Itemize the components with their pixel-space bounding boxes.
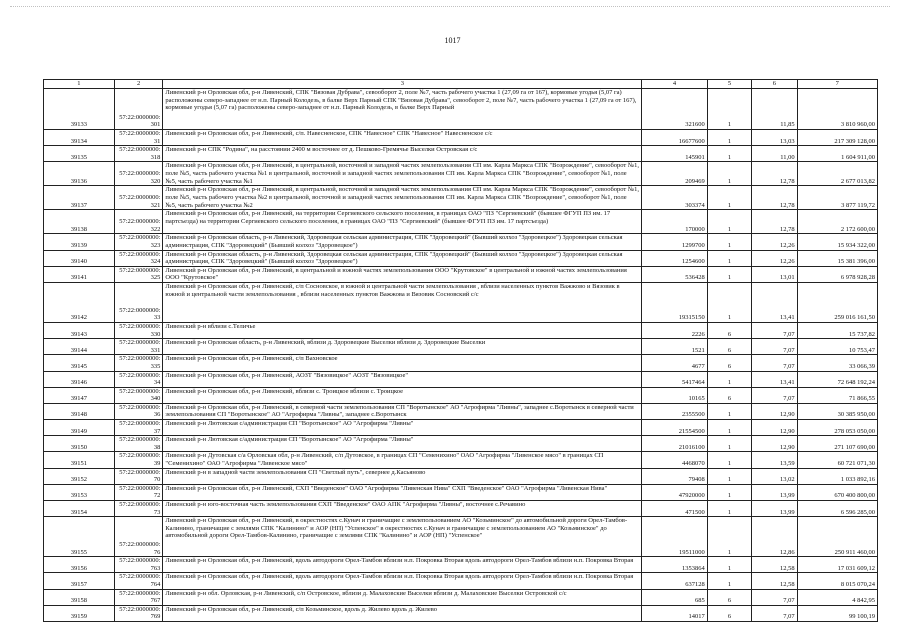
cadastral-value-cell: 33 066,39 xyxy=(797,355,877,371)
description-cell: Ливенский р-н Орловская обл, р-н Ливенский, в центральной, восточной и западной частях землепользования СП им. Карла Маркса СПК "Возрождение", севооборот №1, поле №5, часть рабочего участка №2 в центральной, восточной и западной частях землепользования СП им. Карла Маркса СПК "Возрождение", севооборот №1, поле №5, часть рабочего участка №2 xyxy=(163,186,642,210)
table-row xyxy=(44,339,878,355)
area-cell: 19511000 xyxy=(642,517,708,557)
row-number-cell: 39155 xyxy=(44,517,115,557)
table-row xyxy=(44,468,878,484)
category-code-cell: 1 xyxy=(707,468,751,484)
description-cell: Ливенский р-н Орловская обл, р-н Ливенский, СПК "Вязовая Дубрава", севооборот 2, поле №7, часть рабочего участка 1 (27,09 га от 167), кормовые угодья (5,07 га) расположены северо-западнее от н.п. Парный Колодезь, в балке Верх Парный СПК "Вязовая Дубрава", севооборот 2, поле №7, часть рабочего участка 1 (27,09 га от 167), кормовые угодья (5,07 га) расположены северо-западнее от н.п. Парный Колодезь, в балке Верх Парный xyxy=(163,89,642,130)
category-code-cell: 1 xyxy=(707,484,751,500)
row-number-cell: 39157 xyxy=(44,573,115,589)
row-number-cell: 39145 xyxy=(44,355,115,371)
specific-value-cell: 13,41 xyxy=(752,282,797,322)
cadastral-number-cell: 57:22:0000000:323 xyxy=(114,234,163,250)
cadastral-number-cell: 57:22:0000000:70 xyxy=(114,468,163,484)
cadastral-number-cell: 57:22:0000000:331 xyxy=(114,339,163,355)
description-cell: Ливенский р-н Орловская обл, р-н Ливенский, с/п Сосновское, в южной и центральной части землепользования , вблизи населенных пунктов Важжово и Вязовик в южной и центральной части землепользования , вблизи населенных пунктов Важжова и Вязовик Сосновский с/с xyxy=(163,282,642,322)
category-code-cell: 1 xyxy=(707,210,751,234)
cadastral-value-cell: 8 015 070,24 xyxy=(797,573,877,589)
cadastral-value-cell: 60 721 071,30 xyxy=(797,452,877,468)
description-cell: Ливенский р-н Орловская область, р-н Ливенский, Здоровецкая сельская администрация, СПК "Здоровецкий" (Бывший колхоз "Здоровецкое") Здоровецкая сельская администрация, СПК "Здоровецкий" (Бывший колхоз "Здоровецкое") xyxy=(163,250,642,266)
row-number-cell: 39144 xyxy=(44,339,115,355)
area-cell: 145901 xyxy=(642,146,708,162)
description-cell: Ливенский р-н Орловская обл, р-н Ливенский, АОЗТ "Вязовицкое" АОЗТ "Вязовицкое" xyxy=(163,371,642,387)
cadastral-value-cell: 670 400 800,00 xyxy=(797,484,877,500)
table-row xyxy=(44,162,878,186)
cadastral-value-cell: 3 877 119,72 xyxy=(797,186,877,210)
description-cell: Ливенский р-н вблизи с.Теличье xyxy=(163,322,642,338)
cadastral-number-cell: 57:22:0000000:763 xyxy=(114,557,163,573)
table-row xyxy=(44,452,878,468)
area-cell: 79408 xyxy=(642,468,708,484)
row-number-cell: 39141 xyxy=(44,266,115,282)
specific-value-cell: 12,78 xyxy=(752,162,797,186)
category-code-cell: 1 xyxy=(707,186,751,210)
table-row xyxy=(44,282,878,322)
table-row xyxy=(44,387,878,403)
row-number-cell: 39140 xyxy=(44,250,115,266)
description-cell: Ливенский р-н Орловская обл, р-н Ливенский, с/п. Навесненское, СПК "Навесное" СПК "Навесное" Навесненское с/с xyxy=(163,130,642,146)
table-row xyxy=(44,355,878,371)
cadastral-number-cell: 57:22:0000000:764 xyxy=(114,573,163,589)
category-code-cell: 1 xyxy=(707,371,751,387)
cadastral-number-cell: 57:22:0000000:324 xyxy=(114,250,163,266)
column-header: 2 xyxy=(114,80,163,89)
category-code-cell: 1 xyxy=(707,234,751,250)
table-row xyxy=(44,605,878,621)
column-header: 4 xyxy=(642,80,708,89)
specific-value-cell: 12,78 xyxy=(752,210,797,234)
specific-value-cell: 13,41 xyxy=(752,371,797,387)
land-registry-table xyxy=(43,79,878,622)
description-cell: Ливенский р-н Орловская область, р-н Ливенский, вблизи д. Здоровецкие Выселки вблизи д. Здоровецкие Выселки xyxy=(163,339,642,355)
area-cell: 19315150 xyxy=(642,282,708,322)
table-row xyxy=(44,589,878,605)
description-cell: Ливенский р-н Орловская обл, р-н Ливенский, вблизи с. Троицкое вблизи с. Троицкое xyxy=(163,387,642,403)
description-cell: Ливенский р-н юго-восточная часть землепользования СХП "Введенское" ОАО АПК "Агрофирма "Ливны", восточнее с.Речавино xyxy=(163,501,642,517)
row-number-cell: 39142 xyxy=(44,282,115,322)
table-row xyxy=(44,250,878,266)
cadastral-number-cell: 57:22:0000000:39 xyxy=(114,452,163,468)
cadastral-value-cell: 30 385 950,00 xyxy=(797,403,877,419)
category-code-cell: 1 xyxy=(707,436,751,452)
specific-value-cell: 13,01 xyxy=(752,266,797,282)
cadastral-value-cell: 71 866,55 xyxy=(797,387,877,403)
area-cell: 21016100 xyxy=(642,436,708,452)
category-code-cell: 1 xyxy=(707,266,751,282)
cadastral-value-cell: 2 677 013,82 xyxy=(797,162,877,186)
cadastral-number-cell: 57:22:0000000:38 xyxy=(114,436,163,452)
row-number-cell: 39159 xyxy=(44,605,115,621)
cadastral-value-cell: 6 978 928,28 xyxy=(797,266,877,282)
category-code-cell: 1 xyxy=(707,282,751,322)
cadastral-value-cell: 3 810 960,00 xyxy=(797,89,877,130)
cadastral-value-cell: 271 107 690,00 xyxy=(797,436,877,452)
column-header: 5 xyxy=(707,80,751,89)
specific-value-cell: 7,07 xyxy=(752,589,797,605)
row-number-cell: 39156 xyxy=(44,557,115,573)
table-row xyxy=(44,371,878,387)
specific-value-cell: 12,78 xyxy=(752,186,797,210)
specific-value-cell: 13,03 xyxy=(752,130,797,146)
cadastral-number-cell: 57:22:0000000:73 xyxy=(114,501,163,517)
area-cell: 16677600 xyxy=(642,130,708,146)
area-cell: 5417464 xyxy=(642,371,708,387)
row-number-cell: 39135 xyxy=(44,146,115,162)
table-row xyxy=(44,557,878,573)
specific-value-cell: 12,58 xyxy=(752,557,797,573)
specific-value-cell: 13,99 xyxy=(752,501,797,517)
table-row xyxy=(44,322,878,338)
description-cell: Ливенский р-н Орловская обл, р-н Ливенский, вдоль автодороги Орел-Тамбов вблизи н.п. Покровка Вторая вдоль автодороги Орел-Тамбов вблизи н.п. Покровка Вторая xyxy=(163,573,642,589)
category-code-cell: 1 xyxy=(707,557,751,573)
row-number-cell: 39137 xyxy=(44,186,115,210)
cadastral-number-cell: 57:22:0000000:340 xyxy=(114,387,163,403)
specific-value-cell: 7,07 xyxy=(752,322,797,338)
area-cell: 14017 xyxy=(642,605,708,621)
row-number-cell: 39149 xyxy=(44,420,115,436)
table-body xyxy=(44,80,878,622)
column-header: 6 xyxy=(752,80,797,89)
category-code-cell: 6 xyxy=(707,339,751,355)
table-row xyxy=(44,436,878,452)
cadastral-number-cell: 57:22:0000000:36 xyxy=(114,403,163,419)
cadastral-value-cell: 99 100,19 xyxy=(797,605,877,621)
description-cell: Ливенский р-н Орловская обл, р-н Ливенский, в северной части землепользования СП "Воротынское" АО "Агрофирма "Ливны", западнее с.Воротынск в северной части землепользования СП "Воротынское" АО "Агрофирма "Ливны", западнее с.Воротынск xyxy=(163,403,642,419)
area-cell: 2226 xyxy=(642,322,708,338)
row-number-cell: 39158 xyxy=(44,589,115,605)
area-cell: 1521 xyxy=(642,339,708,355)
category-code-cell: 6 xyxy=(707,605,751,621)
cadastral-number-cell: 57:22:0000000:72 xyxy=(114,484,163,500)
cadastral-value-cell: 1 604 911,00 xyxy=(797,146,877,162)
column-number-header xyxy=(44,80,878,89)
area-cell: 1254600 xyxy=(642,250,708,266)
cadastral-value-cell: 1 033 892,16 xyxy=(797,468,877,484)
row-number-cell: 39138 xyxy=(44,210,115,234)
cadastral-number-cell: 57:22:0000000:31 xyxy=(114,130,163,146)
cadastral-number-cell: 57:22:0000000:335 xyxy=(114,355,163,371)
description-cell: Ливенский р-н Орловская обл, р-н Ливенский, с/п Козьминское, вдоль д. Жилево вдоль д. Жилево xyxy=(163,605,642,621)
column-header: 7 xyxy=(797,80,877,89)
row-number-cell: 39154 xyxy=(44,501,115,517)
table-row xyxy=(44,146,878,162)
area-cell: 685 xyxy=(642,589,708,605)
cadastral-value-cell: 259 016 161,50 xyxy=(797,282,877,322)
area-cell: 321600 xyxy=(642,89,708,130)
area-cell: 303374 xyxy=(642,186,708,210)
specific-value-cell: 11,00 xyxy=(752,146,797,162)
cadastral-value-cell: 15 737,82 xyxy=(797,322,877,338)
specific-value-cell: 7,07 xyxy=(752,387,797,403)
table-row xyxy=(44,186,878,210)
row-number-cell: 39143 xyxy=(44,322,115,338)
row-number-cell: 39151 xyxy=(44,452,115,468)
table-row xyxy=(44,501,878,517)
description-cell: Ливенский р-н Орловская обл, р-н Ливенский, в центральной, восточной и западной частях землепользования СП им. Карла Маркса СПК "Возрождение", севооборот №1, поле №5, часть рабочего участка №1 в центральной, восточной и западной частях землепользования СП им. Карла Маркса СПК "Возрождение", севооборот №1, поле №5, часть рабочего участка №1 xyxy=(163,162,642,186)
description-cell: Ливенский р-н Лютовская с/администрация СП "Воротынское" АО "Агрофирма "Ливны" xyxy=(163,436,642,452)
cadastral-number-cell: 57:22:0000000:767 xyxy=(114,589,163,605)
cadastral-number-cell: 57:22:0000000:34 xyxy=(114,371,163,387)
description-cell: Ливенский р-н Дутовская с/а Орловская обл, р-н Ливенский, с/п Дутовское, в границах СП "Семенихино" ОАО "Агрофирма "Ливенское мясо" в границах СП "Семенихино" ОАО "Агрофирма "Ливенское мясо" xyxy=(163,452,642,468)
area-cell: 1299700 xyxy=(642,234,708,250)
cadastral-number-cell: 57:22:0000000:37 xyxy=(114,420,163,436)
cadastral-value-cell: 6 596 285,00 xyxy=(797,501,877,517)
category-code-cell: 1 xyxy=(707,403,751,419)
area-cell: 170000 xyxy=(642,210,708,234)
row-number-cell: 39146 xyxy=(44,371,115,387)
description-cell: Ливенский р-н в западной части землепользования СП "Светлый путь", севернее д.Касьяново xyxy=(163,468,642,484)
row-number-cell: 39147 xyxy=(44,387,115,403)
scan-artifact-line xyxy=(10,6,890,13)
category-code-cell: 6 xyxy=(707,387,751,403)
cadastral-number-cell: 57:22:0000000:321 xyxy=(114,186,163,210)
description-cell: Ливенский р-н обл. Орловская, р-н Ливенский, с/п Островское, вблизи д. Малаховские Выселки вблизи д. Малаховские Выселки Островской с/с xyxy=(163,589,642,605)
cadastral-number-cell: 57:22:0000000:33 xyxy=(114,282,163,322)
category-code-cell: 1 xyxy=(707,250,751,266)
category-code-cell: 1 xyxy=(707,501,751,517)
table-row xyxy=(44,130,878,146)
cadastral-value-cell: 2 172 600,00 xyxy=(797,210,877,234)
category-code-cell: 6 xyxy=(707,355,751,371)
specific-value-cell: 12,58 xyxy=(752,573,797,589)
specific-value-cell: 13,02 xyxy=(752,468,797,484)
cadastral-value-cell: 15 381 396,00 xyxy=(797,250,877,266)
table-row xyxy=(44,573,878,589)
specific-value-cell: 12,90 xyxy=(752,436,797,452)
specific-value-cell: 7,07 xyxy=(752,339,797,355)
description-cell: Ливенский р-н Орловская обл, р-н Ливенский, вдоль автодороги Орел-Тамбов вблизи н.п. Покровка Вторая вдоль автодороги Орел-Тамбов вблизи н.п. Покровка Вторая xyxy=(163,557,642,573)
description-cell: Ливенский р-н Лютовская с/администрация СП "Воротынское" АО "Агрофирма "Ливны" xyxy=(163,420,642,436)
specific-value-cell: 12,90 xyxy=(752,420,797,436)
table-row xyxy=(44,517,878,557)
table-row xyxy=(44,484,878,500)
description-cell: Ливенский р-н Орловская область, р-н Ливенский, Здоровецкая сельская администрация, СПК "Здоровецкий" (Бывший колхоз "Здоровецкое") Здоровецкая сельская администрация, СПК "Здоровецкий" (Бывший колхоз "Здоровецкое") xyxy=(163,234,642,250)
description-cell: Ливенский р-н СПК "Родина", на расстоянии 2400 м восточнее от д. Пешково-Гремячье Выселки Островская с/с xyxy=(163,146,642,162)
row-number-cell: 39136 xyxy=(44,162,115,186)
area-cell: 47920000 xyxy=(642,484,708,500)
specific-value-cell: 12,26 xyxy=(752,250,797,266)
specific-value-cell: 13,99 xyxy=(752,484,797,500)
area-cell: 209469 xyxy=(642,162,708,186)
cadastral-value-cell: 217 309 128,00 xyxy=(797,130,877,146)
category-code-cell: 1 xyxy=(707,452,751,468)
specific-value-cell: 12,90 xyxy=(752,403,797,419)
cadastral-number-cell: 57:22:0000000:301 xyxy=(114,89,163,130)
table-row xyxy=(44,420,878,436)
area-cell: 4468070 xyxy=(642,452,708,468)
table-row xyxy=(44,403,878,419)
category-code-cell: 6 xyxy=(707,589,751,605)
area-cell: 10165 xyxy=(642,387,708,403)
category-code-cell: 6 xyxy=(707,322,751,338)
area-cell: 471500 xyxy=(642,501,708,517)
table-row xyxy=(44,210,878,234)
cadastral-number-cell: 57:22:0000000:325 xyxy=(114,266,163,282)
cadastral-value-cell: 10 753,47 xyxy=(797,339,877,355)
cadastral-number-cell: 57:22:0000000:769 xyxy=(114,605,163,621)
specific-value-cell: 13,59 xyxy=(752,452,797,468)
cadastral-number-cell: 57:22:0000000:320 xyxy=(114,162,163,186)
specific-value-cell: 11,85 xyxy=(752,89,797,130)
area-cell: 637128 xyxy=(642,573,708,589)
area-cell: 21554500 xyxy=(642,420,708,436)
cadastral-number-cell: 57:22:0000000:318 xyxy=(114,146,163,162)
description-cell: Ливенский р-н Орловская обл, р-н Ливенский, СХП "Введенское" ОАО "Агрофирма "Ливенская Нива" СХП "Введенское" ОАО "Агрофирма "Ливенская Нива" xyxy=(163,484,642,500)
category-code-cell: 1 xyxy=(707,573,751,589)
specific-value-cell: 7,07 xyxy=(752,605,797,621)
cadastral-value-cell: 15 934 322,00 xyxy=(797,234,877,250)
cadastral-value-cell: 17 031 609,12 xyxy=(797,557,877,573)
category-code-cell: 1 xyxy=(707,130,751,146)
row-number-cell: 39148 xyxy=(44,403,115,419)
category-code-cell: 1 xyxy=(707,162,751,186)
column-header: 3 xyxy=(163,80,642,89)
page-number: 1017 xyxy=(444,36,461,45)
cadastral-value-cell: 250 911 460,00 xyxy=(797,517,877,557)
row-number-cell: 39153 xyxy=(44,484,115,500)
area-cell: 4677 xyxy=(642,355,708,371)
cadastral-number-cell: 57:22:0000000:322 xyxy=(114,210,163,234)
specific-value-cell: 7,07 xyxy=(752,355,797,371)
cadastral-value-cell: 4 842,95 xyxy=(797,589,877,605)
cadastral-number-cell: 57:22:0000000:330 xyxy=(114,322,163,338)
area-cell: 1353864 xyxy=(642,557,708,573)
description-cell: Ливенский р-н Орловская обл, р-н Ливенский, в окрестностях с.Кунач и граничащие с землепользованием АО "Козьминское" до автомобильной дороги Орел-Тамбов-Калинино, граничащие с землями СПК "Калинино" и АОР (НП) "Успенское" в окрестностях с.Кунач и граничащие с землепользованием АО "Козьминское" до автомобильной дороги Орел-Тамбов-Калинино, граничащие с землями СПК "Калинино" и АОР (НП) "Успенское" xyxy=(163,517,642,557)
area-cell: 536428 xyxy=(642,266,708,282)
specific-value-cell: 12,86 xyxy=(752,517,797,557)
table-row xyxy=(44,266,878,282)
description-cell: Ливенский р-н Орловская обл, р-н Ливенский, на территории Сергиевского сельского поселения, в границах ОАО "ПЗ "Сергиевский" (бывшее ФГУП ПЗ им. 17 партсъезда) на территории Сергиевского сельского поселения, в границах ОАО "ПЗ "Сергиевский" (бывшее ФГУП ПЗ им. 17 партсъезда) xyxy=(163,210,642,234)
category-code-cell: 1 xyxy=(707,146,751,162)
category-code-cell: 1 xyxy=(707,420,751,436)
category-code-cell: 1 xyxy=(707,89,751,130)
row-number-cell: 39133 xyxy=(44,89,115,130)
table-row xyxy=(44,89,878,130)
category-code-cell: 1 xyxy=(707,517,751,557)
cadastral-number-cell: 57:22:0000000:76 xyxy=(114,517,163,557)
row-number-cell: 39139 xyxy=(44,234,115,250)
description-cell: Ливенский р-н Орловская обл, р-н Ливенский, в центральной и южной частях землепользования ООО "Крутовское" в центральной и южной частях землепользования ООО "Крутовское" xyxy=(163,266,642,282)
area-cell: 2355500 xyxy=(642,403,708,419)
row-number-cell: 39152 xyxy=(44,468,115,484)
description-cell: Ливенский р-н Орловская обл, р-н Ливенский, с/п Вахновское xyxy=(163,355,642,371)
row-number-cell: 39150 xyxy=(44,436,115,452)
row-number-cell: 39134 xyxy=(44,130,115,146)
cadastral-value-cell: 72 648 192,24 xyxy=(797,371,877,387)
table-row xyxy=(44,234,878,250)
specific-value-cell: 12,26 xyxy=(752,234,797,250)
column-header: 1 xyxy=(44,80,115,89)
cadastral-value-cell: 278 053 050,00 xyxy=(797,420,877,436)
